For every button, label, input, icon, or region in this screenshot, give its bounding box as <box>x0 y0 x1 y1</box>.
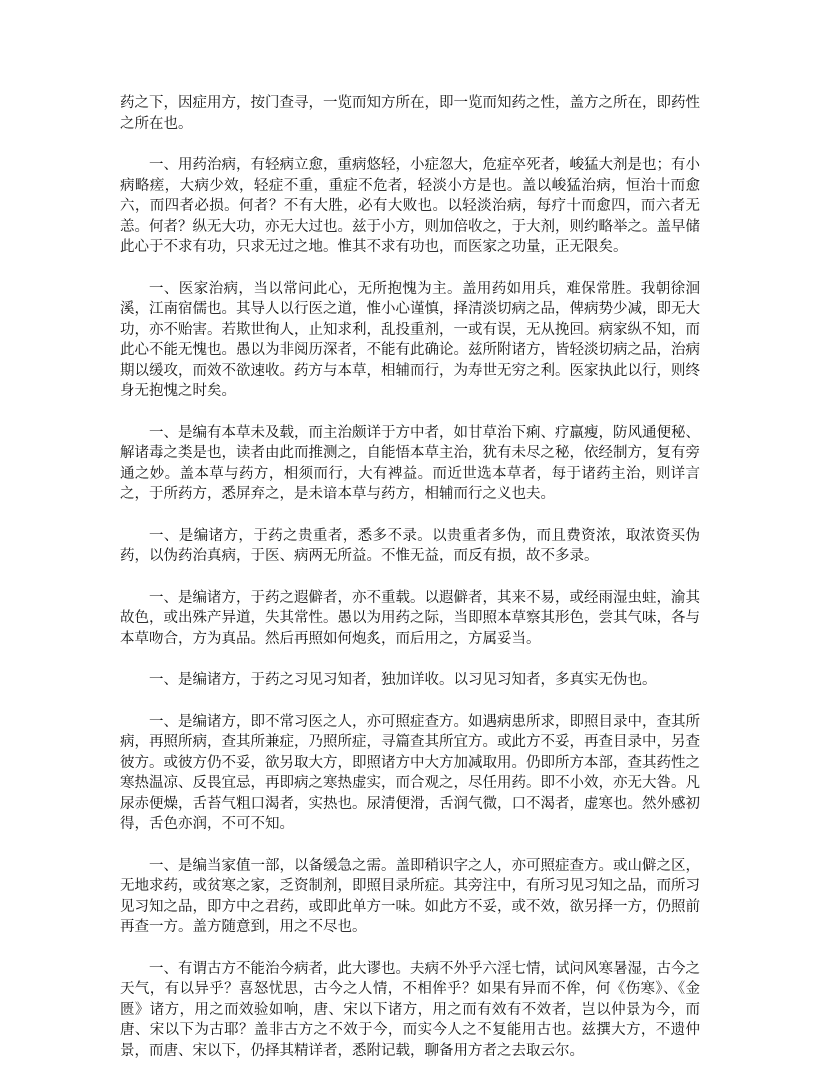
document-page <box>120 93 700 1082</box>
paragraph-lookup-method: 一、是编诸方，即不常习医之人，亦可照症查方。如遇病患所求，即照目录中，查其所病，再照所病，查其所兼症，乃照所症，寻篇查其所宜方。或此方不妥，再查目录中，另查彼方。或彼方仍不妥，欲另取大方，即照诸方中大方加减取用。仍即所方本部，查其药性之寒热温凉、反畏宜忌，再即病之寒热虚实，而合观之，尽任用药。即不小效，亦无大咎。凡尿赤便燥，舌苔气粗口渴者，实热也。尿清便滑，舌润气微，口不渴者，虚寒也。然外感初得，舌色亦润，不可不知。 <box>120 713 700 832</box>
paragraph-continuation: 药之下，因症用方，按门查寻，一览而知方所在，即一览而知药之性，盖方之所在，即药性之所在也。 <box>120 95 700 132</box>
paragraph-physician-conscience: 一、医家治病，当以常问此心，无所抱愧为主。盖用药如用兵，难保常胜。我朝徐洄溪，江南宿儒也。其导人以行医之道，惟小心谨慎，择清淡切病之品，俾病势少减，即无大功，亦不贻害。若欺世徇人，止知求利，乱投重剂，一或有误，无从挽回。病家纵不知，而此心不能无愧也。愚以为非阅历深者，不能有此确论。兹所附诸方，皆轻淡切病之品，治病期以缓攻，而效不欲速收。药方与本草，相辅而行，为寿世无穷之利。医家执此以行，则终身无抱愧之时矣。 <box>120 280 700 399</box>
paragraph-remote-drugs: 一、是编诸方，于药之遐僻者，亦不重载。以遐僻者，其来不易，或经雨湿虫蛀，渝其故色，或出殊产异道，失其常性。愚以为用药之际，当即照本草察其形色，尝其气味，各与本草吻合，方为真品。然后再照如何炮炙，而后用之，方属妥当。 <box>120 589 700 647</box>
paragraph-common-drugs: 一、是编诸方，于药之习见习知者，独加详收。以习见习知者，多真实无伪也。 <box>149 672 657 688</box>
paragraph-ancient-formulas: 一、有谓古方不能治今病者，此大谬也。夫病不外乎六淫七情，试问风寒暑湿，古今之天气，有以异乎？喜怒忧思，古今之人情，不相侔乎？如果有异而不侔，何《伤寒》、《金匮》诸方，用之而效验如响，唐、宋以下诸方，用之而有效有不效者，岂以仲景为今，而唐、宋以下为古耶？盖非古方之不效于今，而实今人之不复能用古也。兹撰大方，不遗仲景，而唐、宋以下，仍择其精详者，悉附记载，聊备用方者之去取云尔。 <box>120 960 700 1059</box>
paragraph-dosage-principle: 一、用药治病，有轻病立愈，重病悠轻，小症忽大，危症卒死者，峻猛大剂是也；有小病略瘥，大病少效，轻症不重，重症不危者，轻淡小方是也。盖以峻猛治病，恒治十而愈六，而四者必损。何者？不有大胜，必有大败也。以轻淡治病，每疗十而愈四，而六者无恙。何者？纵无大功，亦无大过也。兹于小方，则加倍收之，于大剂，则约略举之。盖早储此心于不求有功，只求无过之地。惟其不求有功也，而医家之功量，正无限矣。 <box>120 157 700 255</box>
paragraph-household-use: 一、是编当家值一部，以备缓急之需。盖即稍识字之人，亦可照症查方。或山僻之区，无地求药，或贫寒之家，乏资制剂，即照目录所症。其旁注中，有所习见习知之品，而所习见习知之品，即方中之君药，或即此单方一味。如此方不妥，或不效，欲另择一方，仍照前再查一方。盖方随意到，用之不尽也。 <box>120 857 700 935</box>
paragraph-precious-drugs: 一、是编诸方，于药之贵重者，悉多不录。以贵重者多伪，而且费资浓，取浓资买伪药，以伪药治真病，于医、病两无所益。不惟无益，而反有损，故不多录。 <box>120 527 700 564</box>
paragraph-materia-medica: 一、是编有本草未及载，而主治颇详于方中者，如甘草治下痢、疗羸瘦，防风通便秘、解诸毒之类是也，读者由此而推测之，自能悟本草主治，犹有未尽之秘，依经制方，复有旁通之妙。盖本草与药方，相须而行，大有裨益。而近世选本草者，每于诸药主治，则详言之，于所药方，悉屏弃之，是未谙本草与药方，相辅而行之义也夫。 <box>120 424 700 502</box>
